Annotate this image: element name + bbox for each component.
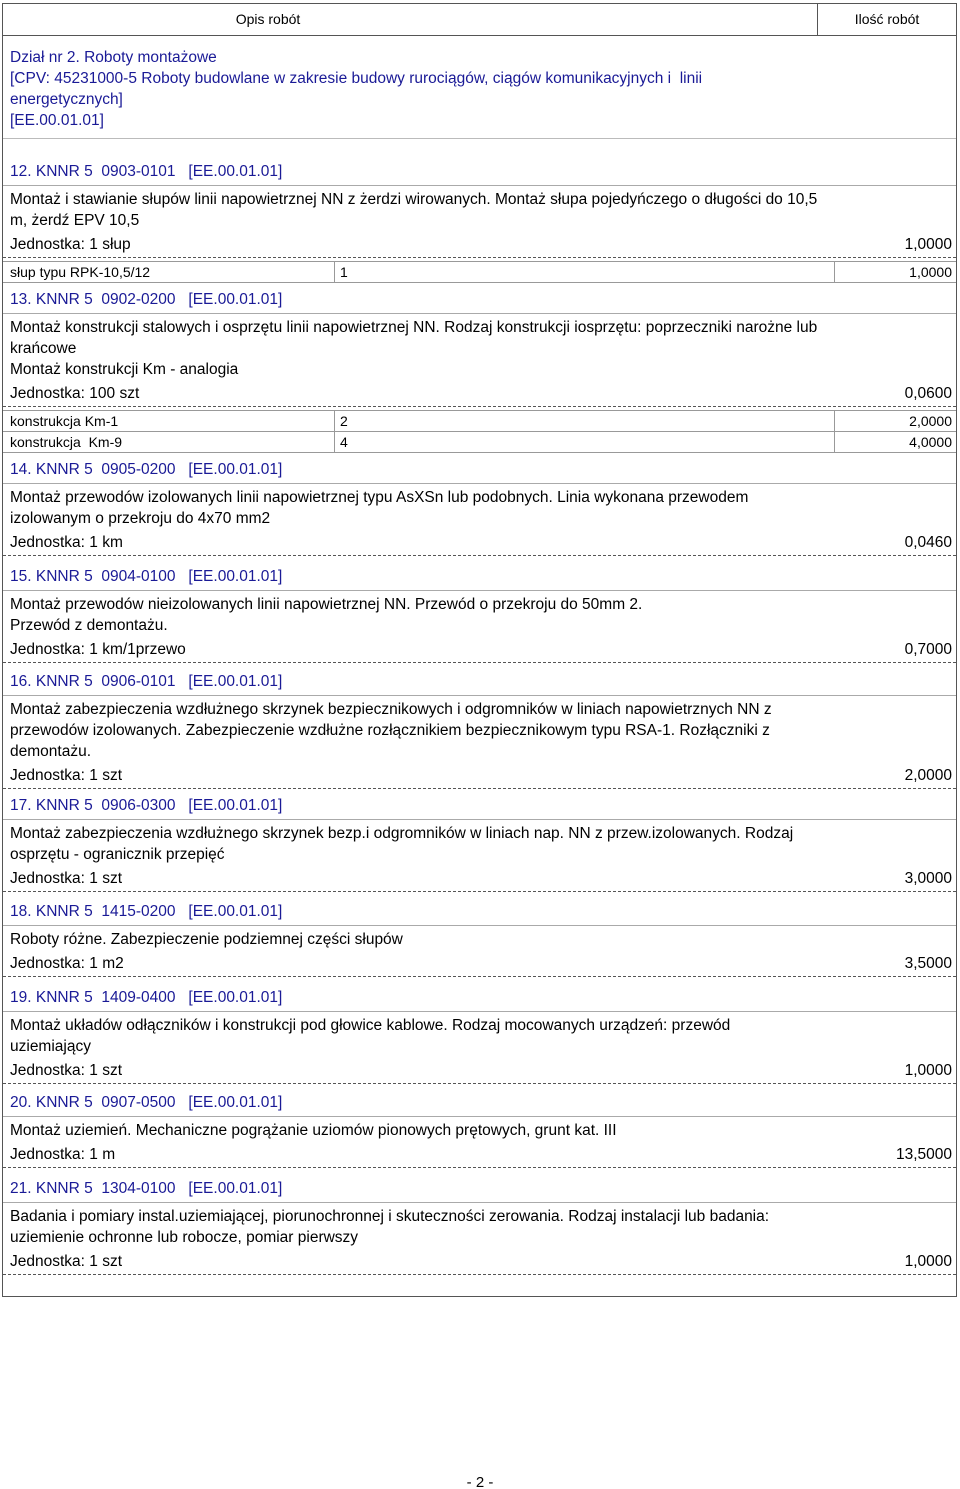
unit-label: Jednostka: 1 słup [10, 236, 131, 253]
reference-code: [EE.00.01.01] [188, 903, 283, 920]
quantity-value: 2,0000 [904, 767, 952, 784]
reference-code: [EE.00.01.01] [188, 461, 283, 478]
item-number: 15. [10, 568, 32, 585]
item-14 [3, 457, 956, 556]
description-line: uziemiający [10, 1038, 91, 1055]
position-code: 0902-0200 [101, 291, 176, 308]
catalog-code: KNNR 5 [35, 163, 93, 180]
item-number: 18. [10, 903, 32, 920]
unit-label: Jednostka: 1 szt [10, 767, 123, 784]
detail-value: 2,0000 [909, 413, 952, 429]
item-20 [3, 1090, 956, 1168]
position-code: 0906-0300 [101, 797, 176, 814]
item-header [3, 899, 956, 926]
item-description [3, 1117, 956, 1141]
item-header [3, 793, 956, 820]
description-line: Montaż zabezpieczenia wzdłużnego skrzynek bezp.i odgromników w liniach nap. NN z przew.izolowanych. Rodzaj [10, 825, 794, 842]
quantity-value: 0,0460 [904, 534, 952, 551]
unit-label: Jednostka: 1 m [10, 1146, 116, 1163]
catalog-code: KNNR 5 [35, 1094, 93, 1111]
item-header [3, 287, 956, 314]
section-heading [3, 36, 956, 139]
item-number: 12. [10, 163, 32, 180]
quantity-value: 3,0000 [904, 870, 952, 887]
item-description [3, 696, 956, 762]
description-line: Montaż konstrukcji Km - analogia [10, 361, 239, 378]
unit-row [3, 382, 956, 407]
reference-code: [EE.00.01.01] [188, 989, 283, 1006]
item-12 [3, 159, 956, 283]
detail-formula: 1 [335, 262, 835, 282]
quantity-value: 1,0000 [904, 236, 952, 253]
item-number: 19. [10, 989, 32, 1006]
description-line: Przewód z demontażu. [10, 617, 168, 634]
detail-row [3, 432, 956, 453]
item-15 [3, 564, 956, 663]
reference-code: [EE.00.01.01] [188, 673, 283, 690]
reference-code: [EE.00.01.01] [188, 568, 283, 585]
item-17 [3, 793, 956, 892]
description-line: Roboty różne. Zabezpieczenie podziemnej części słupów [10, 931, 403, 948]
reference-code: [EE.00.01.01] [188, 1180, 283, 1197]
position-code: 0904-0100 [101, 568, 176, 585]
position-code: 1409-0400 [101, 989, 176, 1006]
description-line: Montaż przewodów izolowanych linii napowietrznej typu AsXSn lub podobnych. Linia wykonana przewodem [10, 489, 749, 506]
description-line: osprzętu - ogranicznik przepięć [10, 846, 225, 863]
section-cpv: [CPV: 45231000-5 Roboty budowlane w zakresie budowy rurociągów, ciągów komunikacyjnych i linii [10, 70, 703, 87]
unit-label: Jednostka: 1 szt [10, 870, 123, 887]
quantity-value: 13,5000 [895, 1146, 952, 1163]
unit-label: Jednostka: 1 m2 [10, 955, 124, 972]
item-description [3, 591, 956, 636]
unit-label: Jednostka: 1 km/1przewo [10, 641, 186, 658]
detail-formula: 2 [335, 411, 835, 431]
detail-value: 4,0000 [909, 434, 952, 450]
position-code: 0906-0101 [101, 673, 176, 690]
unit-label: Jednostka: 1 szt [10, 1062, 123, 1079]
item-header [3, 985, 956, 1012]
description-line: uziemienie ochronne lub robocze, pomiar pierwszy [10, 1229, 359, 1246]
reference-code: [EE.00.01.01] [188, 163, 283, 180]
reference-code: [EE.00.01.01] [188, 1094, 283, 1111]
item-description [3, 1203, 956, 1248]
quantity-value: 1,0000 [904, 1253, 952, 1270]
detail-formula: 4 [335, 432, 835, 452]
unit-row [3, 531, 956, 556]
section-title: Dział nr 2. Roboty montażowe [10, 49, 217, 66]
section-reference: [EE.00.01.01] [10, 112, 104, 129]
description-line: Montaż zabezpieczenia wzdłużnego skrzynek bezpiecznikowych i odgromników w liniach napowietrznych NN z [10, 701, 772, 718]
position-code: 0903-0101 [101, 163, 176, 180]
description-line: Montaż układów odłączników i konstrukcji pod głowice kablowe. Rodzaj mocowanych urządzeń: przewód [10, 1017, 731, 1034]
item-number: 13. [10, 291, 32, 308]
position-code: 0905-0200 [101, 461, 176, 478]
description-line: Montaż przewodów nieizolowanych linii napowietrznej NN. Przewód o przekroju do 50mm 2. [10, 596, 643, 613]
position-code: 1415-0200 [101, 903, 176, 920]
description-line: m, żerdź EPV 10,5 [10, 212, 140, 229]
catalog-code: KNNR 5 [35, 291, 93, 308]
catalog-code: KNNR 5 [35, 797, 93, 814]
catalog-code: KNNR 5 [35, 989, 93, 1006]
description-line: krańcowe [10, 340, 77, 357]
unit-label: Jednostka: 100 szt [10, 385, 140, 402]
detail-name: konstrukcja Km-9 [3, 432, 335, 452]
item-13 [3, 287, 956, 453]
item-18 [3, 899, 956, 977]
item-description [3, 484, 956, 529]
item-16 [3, 669, 956, 789]
item-number: 16. [10, 673, 32, 690]
description-line: Badania i pomiary instal.uziemiającej, piorunochronnej i skuteczności zerowania. Rodzaj instalacji lub badania: [10, 1208, 770, 1225]
unit-label: Jednostka: 1 szt [10, 1253, 123, 1270]
description-line: Montaż uziemień. Mechaniczne pogrążanie uziomów pionowych prętowych, grunt kat. III [10, 1122, 617, 1139]
item-header [3, 669, 956, 696]
item-description [3, 186, 956, 231]
catalog-code: KNNR 5 [35, 903, 93, 920]
item-number: 17. [10, 797, 32, 814]
detail-row [3, 262, 956, 283]
column-header-description: Opis robót [235, 11, 301, 27]
detail-row [3, 411, 956, 432]
item-number: 21. [10, 1180, 32, 1197]
unit-row [3, 1059, 956, 1084]
catalog-code: KNNR 5 [35, 568, 93, 585]
item-description [3, 820, 956, 865]
description-line: Montaż konstrukcji stalowych i osprzętu linii napowietrznej NN. Rodzaj konstrukcji iosprzętu: poprzeczniki narożne lub [10, 319, 818, 336]
table-header [2, 3, 957, 36]
item-number: 20. [10, 1094, 32, 1111]
item-header [3, 1176, 956, 1203]
reference-code: [EE.00.01.01] [188, 291, 283, 308]
quantity-value: 0,7000 [904, 641, 952, 658]
catalog-code: KNNR 5 [35, 1180, 93, 1197]
catalog-code: KNNR 5 [35, 673, 93, 690]
position-code: 1304-0100 [101, 1180, 176, 1197]
item-21 [3, 1176, 956, 1275]
catalog-code: KNNR 5 [35, 461, 93, 478]
item-number: 14. [10, 461, 32, 478]
unit-row [3, 764, 956, 789]
quantity-value: 0,0600 [904, 385, 952, 402]
item-19 [3, 985, 956, 1084]
description-line: Montaż i stawianie słupów linii napowietrznej NN z żerdzi wirowanych. Montaż słupa pojedyńczego o długości do 10,5 [10, 191, 818, 208]
item-description [3, 926, 956, 950]
section-cpv-continued: energetycznych] [10, 91, 123, 108]
unit-row [3, 233, 956, 258]
unit-row [3, 867, 956, 892]
description-line: demontażu. [10, 743, 91, 760]
item-header [3, 159, 956, 186]
item-header [3, 564, 956, 591]
unit-row [3, 952, 956, 977]
item-header [3, 1090, 956, 1117]
item-description [3, 1012, 956, 1057]
measurement-details [3, 261, 956, 283]
item-description [3, 314, 956, 380]
reference-code: [EE.00.01.01] [188, 797, 283, 814]
description-line: przewodów izolowanych. Zabezpieczenie wzdłużne rozłącznikiem bezpiecznikowym typu RSA-1. Rozłączniki z [10, 722, 770, 739]
item-header [3, 457, 956, 484]
quantity-value: 1,0000 [904, 1062, 952, 1079]
quantity-value: 3,5000 [904, 955, 952, 972]
detail-value: 1,0000 [909, 264, 952, 280]
unit-row [3, 1250, 956, 1275]
detail-name: słup typu RPK-10,5/12 [3, 262, 335, 282]
position-code: 0907-0500 [101, 1094, 176, 1111]
column-header-quantity: Ilość robót [817, 4, 956, 35]
unit-label: Jednostka: 1 km [10, 534, 123, 551]
detail-name: konstrukcja Km-1 [3, 411, 335, 431]
unit-row [3, 1143, 956, 1168]
measurement-details [3, 410, 956, 453]
unit-row [3, 638, 956, 663]
page-number: - 2 - [466, 1474, 494, 1489]
description-line: izolowanym o przekroju do 4x70 mm2 [10, 510, 271, 527]
